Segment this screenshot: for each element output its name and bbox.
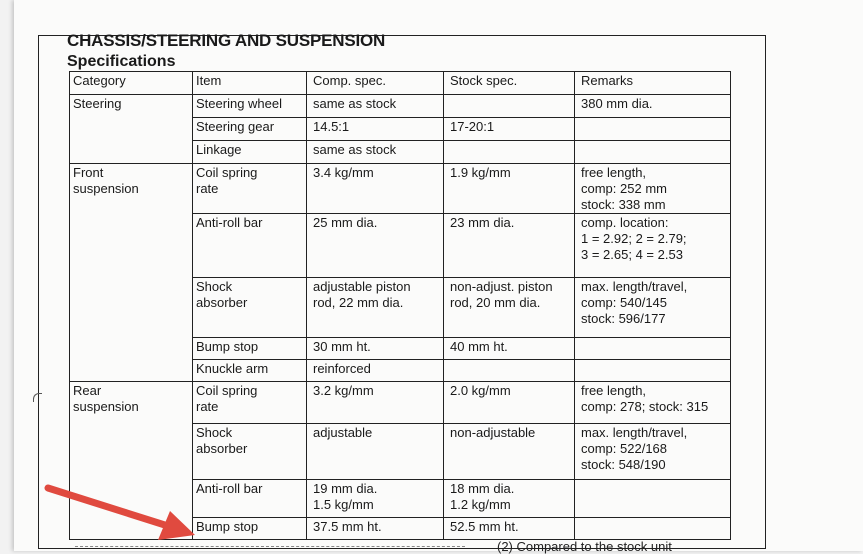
item-cell: Linkage: [193, 141, 307, 164]
stock-cell: 40 mm ht.: [444, 338, 575, 360]
stock-cell: 23 mm dia.: [444, 214, 575, 278]
comp-cell: adjustable: [307, 424, 444, 480]
header-item: Item: [193, 72, 307, 95]
remarks-cell: [575, 360, 731, 382]
remarks-cell: max. length/travel, comp: 540/145 stock: 596/177: [575, 278, 731, 338]
remarks-cell: max. length/travel, comp: 522/168 stock: 548/190: [575, 424, 731, 480]
stock-cell: [444, 141, 575, 164]
comp-cell: 37.5 mm ht.: [307, 518, 444, 540]
comp-cell: same as stock: [307, 141, 444, 164]
stock-cell: non-adjustable: [444, 424, 575, 480]
header-stock-spec: Stock spec.: [444, 72, 575, 95]
stock-cell: 1.9 kg/mm: [444, 164, 575, 214]
comp-cell: adjustable piston rod, 22 mm dia.: [307, 278, 444, 338]
pointer-arrow-icon: [40, 478, 200, 548]
table-header-row: [70, 72, 731, 95]
footer-text: (2) Compared to the stock unit: [497, 539, 672, 554]
header-remarks: Remarks: [575, 72, 731, 95]
item-cell: Shock absorber: [193, 424, 307, 480]
remarks-cell: [575, 141, 731, 164]
item-cell: Shock absorber: [193, 278, 307, 338]
stock-cell: 2.0 kg/mm: [444, 382, 575, 424]
comp-cell: same as stock: [307, 95, 444, 118]
remarks-cell: free length, comp: 278; stock: 315: [575, 382, 731, 424]
category-steering: Steering: [70, 95, 193, 164]
remarks-cell: [575, 480, 731, 518]
stock-cell: [444, 95, 575, 118]
stock-cell: 18 mm dia. 1.2 kg/mm: [444, 480, 575, 518]
header-category: Category: [70, 72, 193, 95]
item-cell: Knuckle arm: [193, 360, 307, 382]
comp-cell: 3.2 kg/mm: [307, 382, 444, 424]
item-cell: Steering gear: [193, 118, 307, 141]
table-row: [70, 164, 731, 214]
stock-cell: non-adjust. piston rod, 20 mm dia.: [444, 278, 575, 338]
stock-cell: [444, 360, 575, 382]
comp-cell: 3.4 kg/mm: [307, 164, 444, 214]
page-title: CHASSIS/STEERING AND SUSPENSION: [67, 31, 386, 50]
comp-cell: 25 mm dia.: [307, 214, 444, 278]
item-cell: Coil spring rate: [193, 164, 307, 214]
comp-cell: 30 mm ht.: [307, 338, 444, 360]
comp-cell: 19 mm dia. 1.5 kg/mm: [307, 480, 444, 518]
remarks-cell: [575, 518, 731, 540]
comp-cell: 14.5:1: [307, 118, 444, 141]
header-comp-spec: Comp. spec.: [307, 72, 444, 95]
remarks-cell: free length, comp: 252 mm stock: 338 mm: [575, 164, 731, 214]
section-subtitle: Specifications: [67, 53, 176, 70]
comp-cell: reinforced: [307, 360, 444, 382]
table-row: [70, 95, 731, 118]
item-cell: Anti-roll bar: [193, 480, 307, 518]
item-cell: Coil spring rate: [193, 382, 307, 424]
remarks-cell: comp. location: 1 = 2.92; 2 = 2.79; 3 = 2.65; 4 = 2.53: [575, 214, 731, 278]
category-rear-suspension: Rear suspension: [70, 382, 193, 540]
table-row: [70, 382, 731, 424]
stock-cell: 17-20:1: [444, 118, 575, 141]
item-cell: Bump stop: [193, 518, 307, 540]
spec-table: [69, 71, 731, 540]
category-front-suspension: Front suspension: [70, 164, 193, 382]
item-cell: Anti-roll bar: [193, 214, 307, 278]
remarks-cell: 380 mm dia.: [575, 95, 731, 118]
stock-cell: 52.5 mm ht.: [444, 518, 575, 540]
margin-mark: [33, 393, 42, 402]
remarks-cell: [575, 118, 731, 141]
item-cell: Steering wheel: [193, 95, 307, 118]
remarks-cell: [575, 338, 731, 360]
item-cell: Bump stop: [193, 338, 307, 360]
footer-text-fragment: [75, 546, 465, 547]
